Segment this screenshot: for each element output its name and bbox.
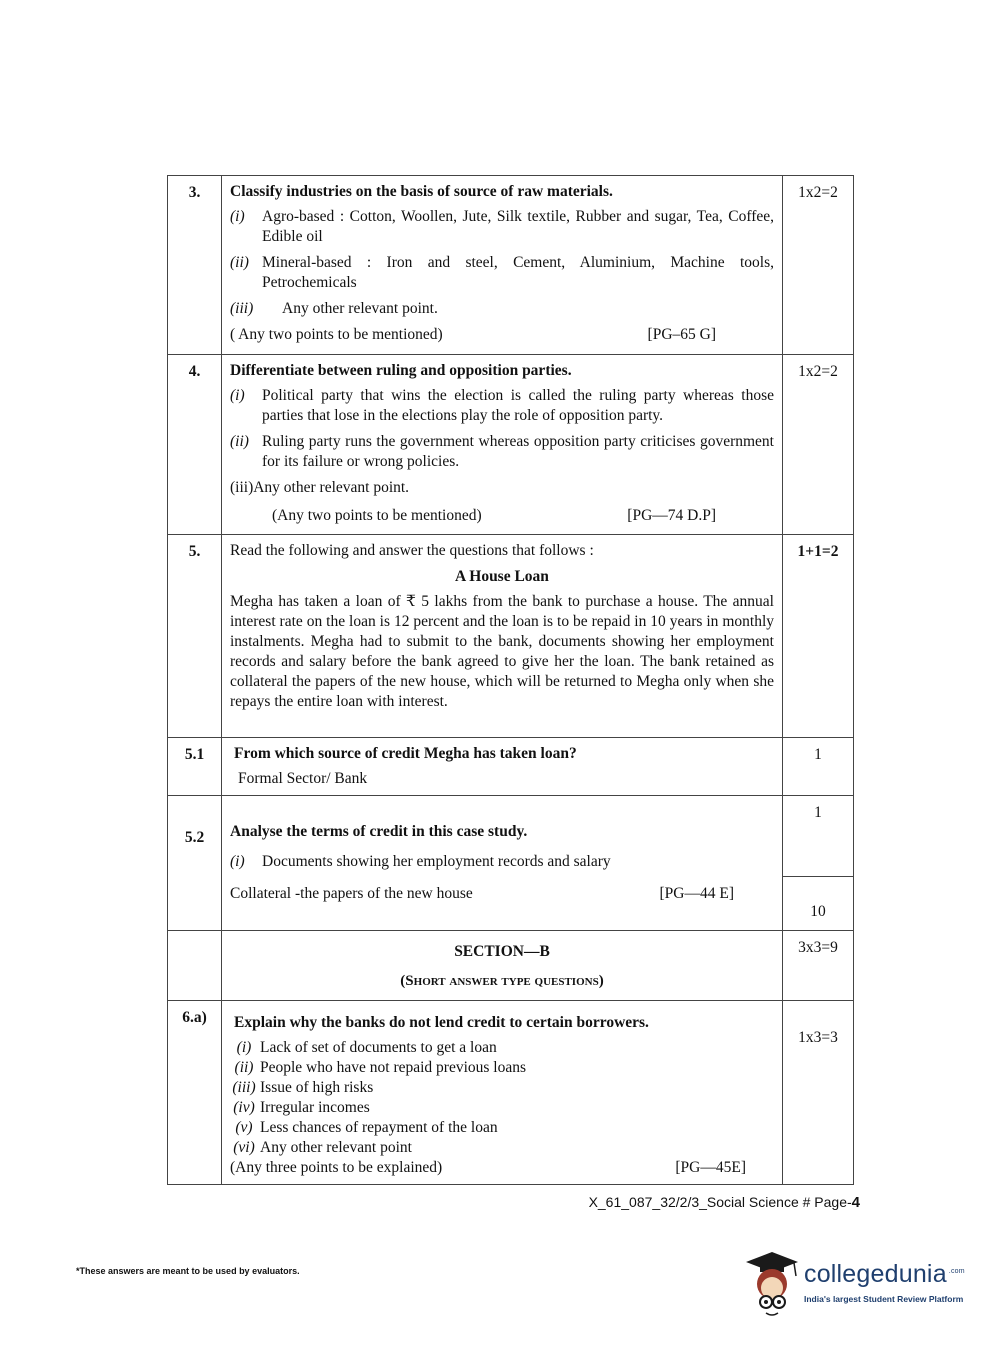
question-title: Analyse the terms of credit in this case study. — [230, 823, 528, 840]
note-line — [228, 1158, 774, 1178]
question-row-5 — [168, 535, 854, 738]
answer-point: (i) Documents showing her employment records and salary — [230, 853, 611, 870]
note: ( Any two points to be mentioned) — [230, 326, 443, 343]
page-code: X_61_087_32/2/3_Social Science # Page- — [588, 1194, 852, 1210]
question-row-5-1 — [168, 738, 854, 796]
question-number: 6.a) — [168, 1001, 222, 1185]
answer-point: (ii) People who have not repaid previous loans — [234, 1059, 527, 1076]
answer-text: Formal Sector/ Bank — [238, 770, 368, 787]
question-title: Explain why the banks do not lend credit to certain borrowers. — [234, 1014, 649, 1031]
note-line — [230, 884, 774, 904]
question-row-6a — [168, 1001, 854, 1185]
answer-point: (v) Less chances of repayment of the loan — [235, 1119, 498, 1136]
answer-point: (iii)Any other relevant point. — [230, 479, 410, 496]
page-number: 4 — [851, 1194, 860, 1211]
case-passage: Megha has taken a loan of ₹ 5 lakhs from the bank to purchase a house. The annual interest rate on the loan is 12 percent and the loan is to be repaid in 10 years in monthly instalments. Megha had to submit to the bank, documents showing her employment records and salary before the bank agreed to give her the loan. The bank retained as collateral the papers of the new house, which will be returned to Megha only when she repays the entire loan with interest. — [230, 593, 774, 710]
page-reference: [PG—74 D.P] — [627, 507, 716, 524]
answer-point: (ii) Mineral-based : Iron and steel, Cement, Aluminium, Machine tools, Petrochemicals — [230, 254, 774, 291]
total-marks: 10 — [810, 903, 826, 920]
case-title: A House Loan — [455, 568, 549, 585]
evaluator-note: *These answers are meant to be used by evaluators. — [76, 1266, 300, 1276]
marks: 1x2=2 — [783, 355, 854, 535]
marks: 1 — [783, 738, 854, 796]
question-title: From which source of credit Megha has taken loan? — [234, 745, 577, 762]
page-reference: [PG–65 G] — [647, 326, 716, 343]
note: (Any three points to be explained) — [230, 1159, 443, 1176]
answer-point: (i) Political party that wins the election is called the ruling party whereas those parties that lose in the elections play the role of opposition party. — [230, 387, 774, 424]
marks: 3x3=9 — [783, 931, 854, 1001]
question-title: Classify industries on the basis of source of raw materials. — [230, 183, 613, 200]
question-number: 5.1 — [168, 738, 222, 796]
marks: 1x2=2 — [783, 176, 854, 355]
answer-point: (ii) Ruling party runs the government whereas opposition party criticises government for its failure or wrong policies. — [230, 433, 774, 470]
question-title: Differentiate between ruling and opposition parties. — [230, 362, 572, 379]
logo-tagline: India's largest Student Review Platform — [804, 1294, 964, 1304]
question-number: 5. — [168, 535, 222, 738]
question-number: 3. — [168, 176, 222, 355]
note: (Any two points to be mentioned) — [272, 507, 482, 524]
logo-wordmark: collegedunia $^{.com}$ — [804, 1260, 965, 1288]
question-number: 5.2 — [168, 796, 222, 931]
question-row-3 — [168, 176, 854, 355]
question-row-4 — [168, 355, 854, 535]
section-b-row — [168, 931, 854, 1001]
page-footer — [589, 1194, 860, 1211]
mascot-icon — [742, 1250, 802, 1318]
marks: 1+1=2 — [783, 535, 854, 738]
answer-point: (iii) Issue of high risks — [232, 1079, 374, 1096]
answer-point: (i) Agro-based : Cotton, Woollen, Jute, Silk textile, Rubber and sugar, Tea, Coffee, Edible oil — [230, 208, 774, 245]
question-intro: Read the following and answer the questions that follows : — [230, 542, 594, 559]
page-reference: [PG—44 E] — [659, 885, 734, 902]
question-row-5-2 — [168, 796, 854, 931]
question-number: 4. — [168, 355, 222, 535]
marks-cell — [783, 796, 854, 931]
answer-point: (iii) Any other relevant point. — [230, 300, 438, 317]
section-title: SECTION—B — [454, 943, 550, 960]
section-subtitle: (Short answer type questions) — [400, 973, 604, 989]
note-line — [230, 325, 774, 345]
answer-text: Collateral -the papers of the new house — [230, 885, 473, 902]
answer-point: (vi) Any other relevant point — [233, 1139, 412, 1156]
note-line — [230, 506, 774, 526]
marks: 1x3=3 — [783, 1001, 854, 1185]
answer-point: (iv) Irregular incomes — [233, 1099, 370, 1116]
marks: 1 — [783, 796, 853, 877]
collegedunia-logo — [742, 1250, 972, 1318]
answer-point: (i) Lack of set of documents to get a loan — [236, 1039, 497, 1056]
page-reference: [PG—45E] — [675, 1159, 746, 1176]
answer-key-table — [167, 175, 854, 1185]
